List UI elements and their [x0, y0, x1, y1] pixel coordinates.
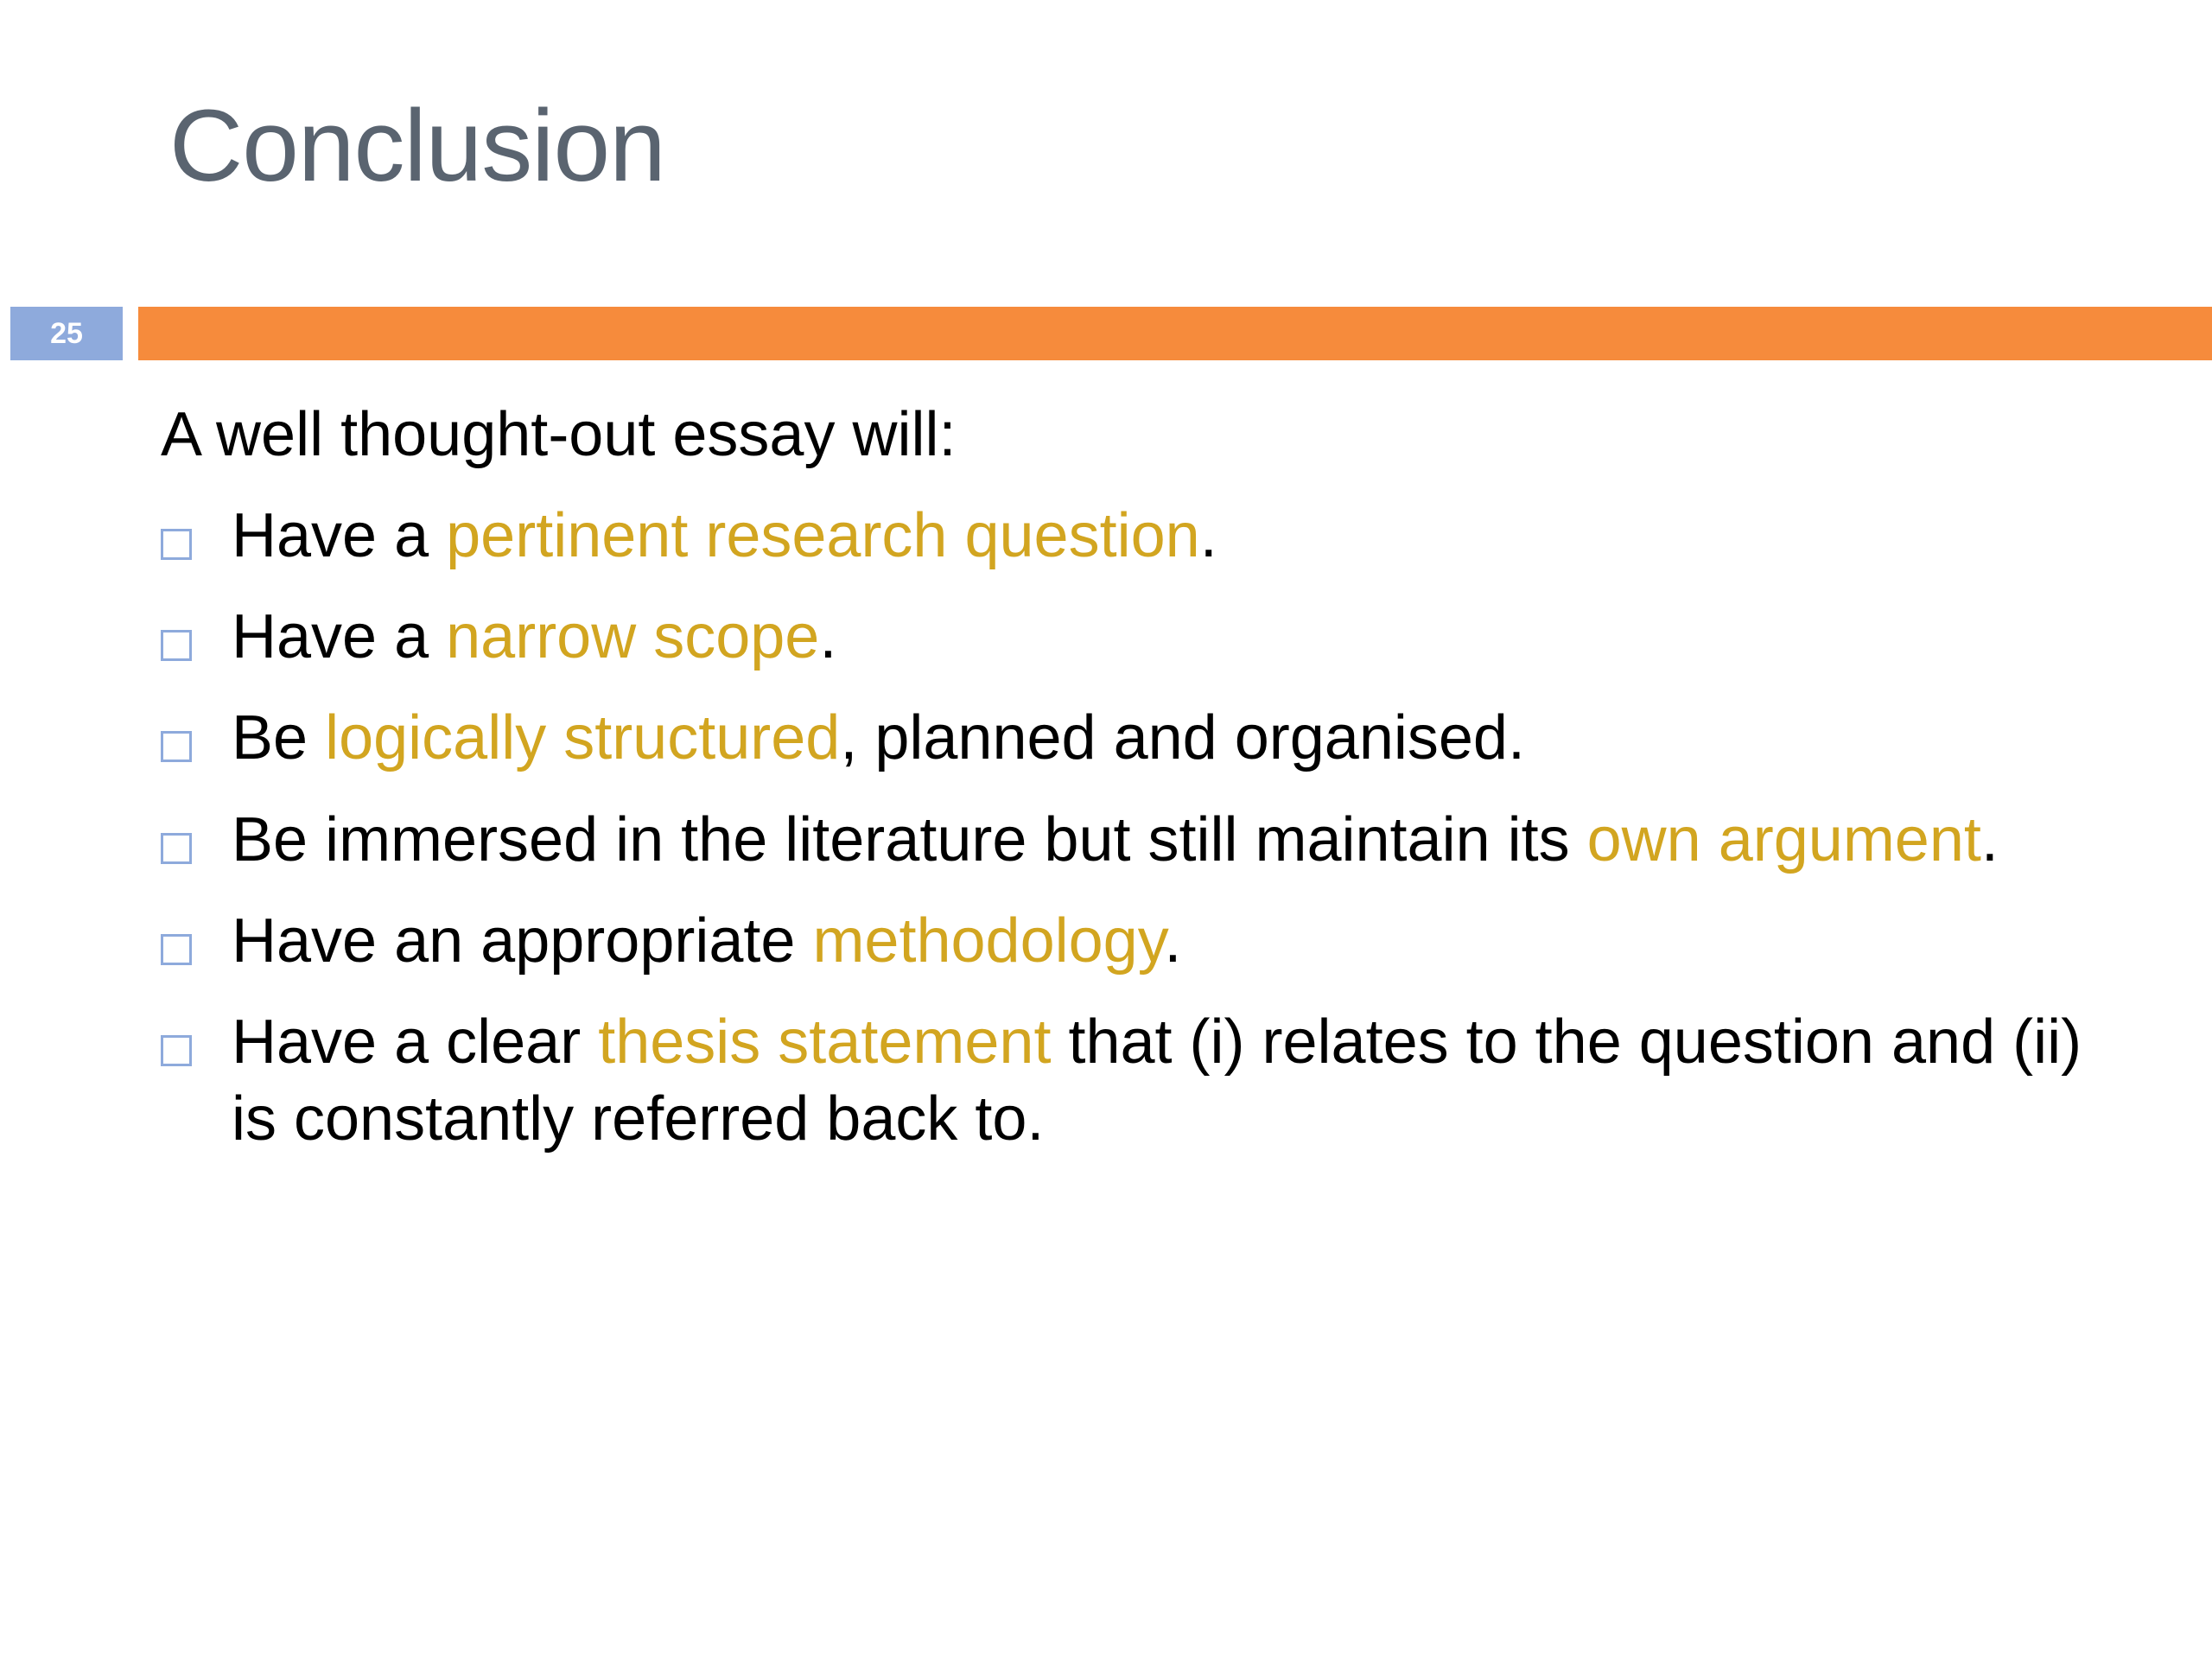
highlighted-phrase: pertinent research question: [446, 500, 1200, 570]
text-run: Have a: [232, 602, 447, 672]
text-run: that (i) relates to the question and (ii) is constantly referred back to.: [232, 1007, 2082, 1154]
square-bullet-icon: [161, 731, 192, 762]
square-bullet-icon: [161, 1035, 192, 1066]
highlighted-phrase: methodology: [812, 906, 1165, 976]
list-item-label: [232, 1004, 2113, 1159]
list-item-label: [232, 498, 2113, 575]
text-run: , planned and organised.: [840, 703, 1525, 773]
list-item: [161, 802, 2113, 879]
list-item-label: [232, 599, 2113, 676]
text-run: Have a: [232, 500, 447, 570]
list-item: [161, 1004, 2113, 1159]
text-run: .: [819, 602, 837, 672]
square-bullet-icon: [161, 934, 192, 965]
lead-line: A well thought-out essay will:: [161, 400, 957, 469]
square-bullet-icon: [161, 833, 192, 864]
list-item: [161, 700, 2113, 777]
title-divider-band: [0, 307, 2212, 360]
list-item-label: [232, 802, 2113, 879]
highlighted-phrase: narrow scope: [446, 602, 820, 672]
highlighted-phrase: logically structured: [325, 703, 841, 773]
text-run: Have an appropriate: [232, 906, 813, 976]
square-bullet-icon: [161, 630, 192, 661]
text-run: .: [1199, 500, 1217, 570]
list-item: [161, 903, 2113, 980]
text-run: .: [1980, 804, 1999, 874]
highlighted-phrase: own argument: [1586, 804, 1981, 874]
list-item-label: [232, 903, 2113, 980]
list-item: [161, 599, 2113, 676]
bullet-list: [161, 498, 2113, 1159]
text-run: Be: [232, 703, 326, 773]
text-run: Be immersed in the literature but still maintain its: [232, 804, 1587, 874]
square-bullet-icon: [161, 529, 192, 560]
accent-bar: [138, 307, 2212, 360]
slide-number: 25: [50, 317, 83, 350]
highlighted-phrase: thesis statement: [598, 1007, 1052, 1077]
slide-number-badge: [10, 307, 123, 360]
list-item-label: [232, 700, 2113, 777]
page-title: Conclusion: [169, 89, 665, 203]
text-run: Have a clear: [232, 1007, 599, 1077]
list-item: [161, 498, 2113, 575]
text-run: .: [1164, 906, 1182, 976]
slide-body: [161, 397, 2113, 1183]
